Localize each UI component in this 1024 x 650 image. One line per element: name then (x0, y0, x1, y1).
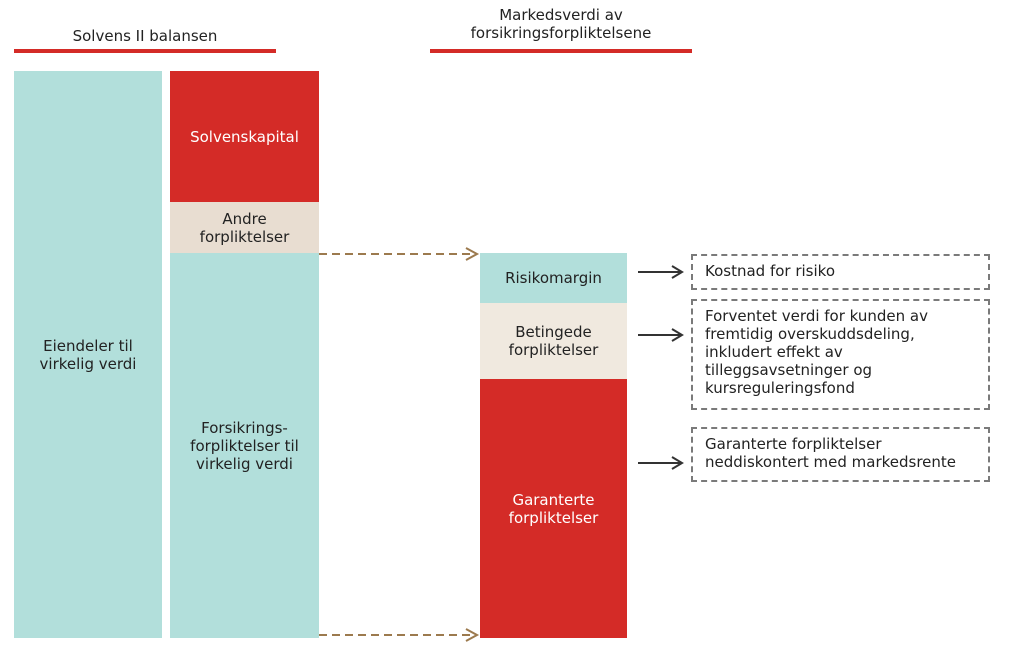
expected-value-note-line3: inkludert effekt av (705, 343, 843, 361)
conditional-liabilities-label-line1: Betingede (515, 323, 592, 341)
heading-market-value-line2: forsikringsforpliktelsene (470, 24, 652, 42)
expected-value-note-line1: Forventet verdi for kunden av (705, 307, 929, 325)
other-liabilities-label-line2: forpliktelser (199, 227, 290, 246)
insurance-liabilities-label-line1: Forsikrings- (201, 418, 288, 437)
assets-label-line1: Eiendeler til (43, 336, 133, 355)
risk-cost-note-text: Kostnad for risiko (705, 262, 835, 280)
guaranteed-note-line1: Garanterte forpliktelser (705, 435, 882, 453)
guaranteed-liabilities-label-line1: Garanterte (512, 490, 595, 509)
guaranteed-liabilities-label-line2: forpliktelser (508, 508, 599, 527)
assets-label-line2: virkelig verdi (39, 354, 137, 373)
heading-solvency-balance: Solvens II balansen (72, 27, 218, 45)
dashed-arrow-top (319, 248, 477, 260)
insurance-liabilities-label-line2: forpliktelser til (190, 436, 299, 455)
other-liabilities-label-line1: Andre (222, 209, 267, 228)
solid-arrow-risk-cost (638, 266, 682, 278)
expected-value-note-line2: fremtidig overskuddsdeling, (705, 325, 915, 343)
solid-arrow-expected-value (638, 329, 682, 341)
solvency-capital-label: Solvenskapital (190, 127, 299, 146)
risk-margin-label: Risikomargin (505, 269, 602, 287)
expected-value-note-line5: kursreguleringsfond (705, 379, 855, 397)
solid-arrow-guaranteed (638, 457, 682, 469)
insurance-liabilities-label-line3: virkelig verdi (196, 454, 293, 473)
dashed-arrow-bottom (319, 629, 477, 641)
guaranteed-note-line2: neddiskontert med markedsrente (705, 453, 957, 471)
heading-market-value-line1: Markedsverdi av (499, 6, 623, 24)
conditional-liabilities-label-line2: forpliktelser (508, 341, 599, 359)
expected-value-note-line4: tilleggsavsetninger og (705, 361, 873, 379)
